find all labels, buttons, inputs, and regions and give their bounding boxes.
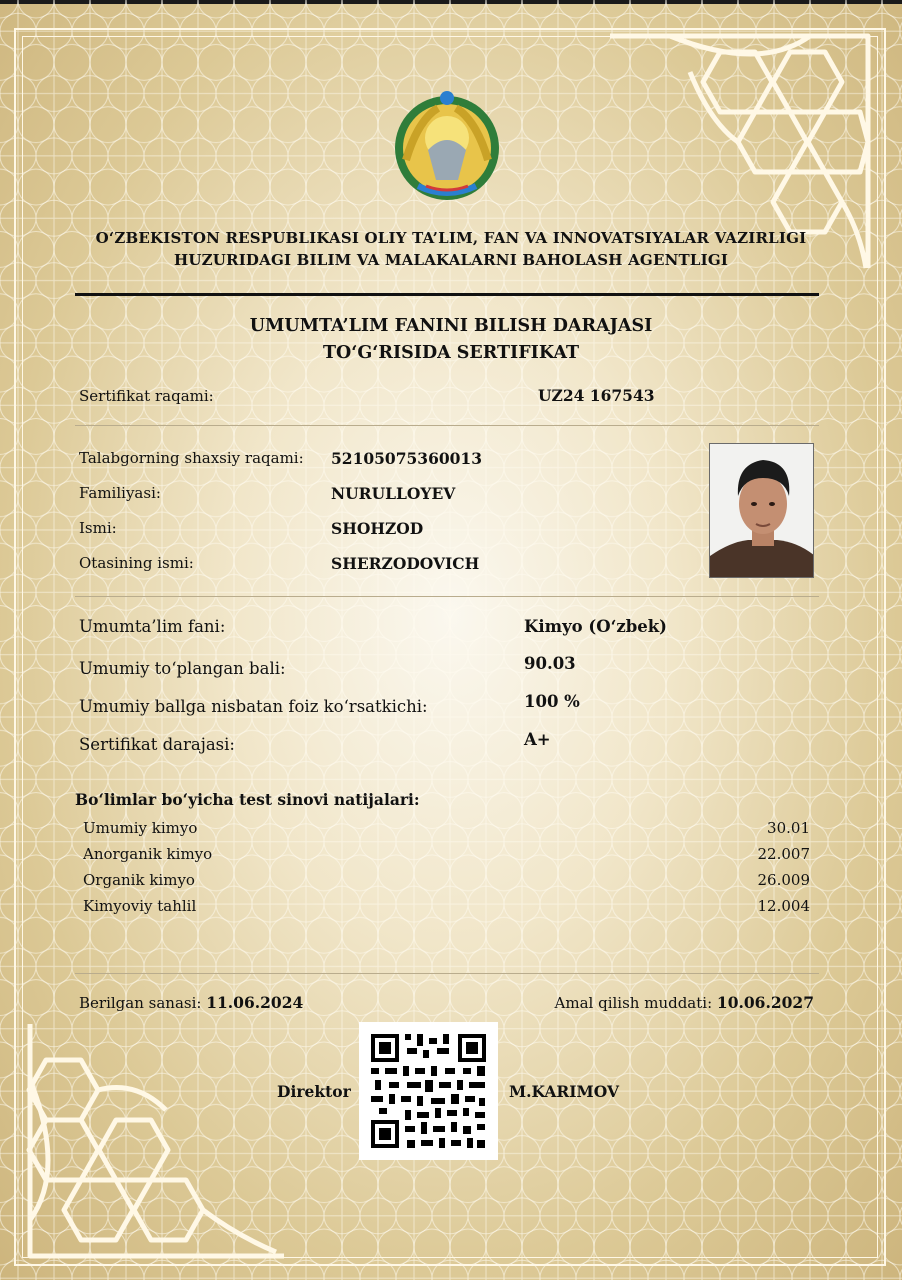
surname-label: Familiyasi: [79, 484, 161, 502]
certificate-level-label: Sertifikat darajasi: [79, 735, 235, 754]
issue-date-label: Berilgan sanasi: [79, 994, 202, 1012]
qr-code-icon[interactable] [359, 1022, 498, 1160]
percent-value: 100 % [524, 692, 580, 711]
section-score: 26.009 [757, 871, 810, 889]
surname-value: NURULLOYEV [331, 484, 456, 503]
subject-value: Kimyo (O‘zbek) [524, 617, 667, 636]
section-score: 12.004 [757, 897, 810, 915]
section-score: 22.007 [757, 845, 810, 863]
section-name: Umumiy kimyo [83, 819, 198, 837]
certificate-level-value: A+ [524, 730, 551, 749]
divider [75, 973, 819, 974]
sections-title: Bo‘limlar bo‘yicha test sinovi natijalari: [75, 790, 420, 809]
divider [75, 596, 819, 597]
patronymic-value: SHERZODOVICH [331, 554, 480, 573]
certificate-title-line-1: UMUMTA’LIM FANINI BILISH DARAJASI [249, 316, 653, 336]
director-name: M.KARIMOV [509, 1082, 619, 1101]
section-name: Organik kimyo [83, 871, 195, 889]
certificate-title-line-2: TO‘G‘RISIDA SERTIFIKAT [323, 343, 579, 363]
valid-until [555, 993, 814, 1012]
first-name-label: Ismi: [79, 519, 117, 537]
total-score-label: Umumiy to‘plangan bali: [79, 659, 286, 678]
issue-date-value: 11.06.2024 [206, 993, 304, 1012]
issue-date [79, 993, 303, 1012]
organization-line-2: HUZURIDAGI BILIM VA MALAKALARNI BAHOLASH AGENTLIGI [173, 251, 729, 269]
section-name: Anorganik kimyo [83, 845, 213, 863]
applicant-id-label: Talabgorning shaxsiy raqami: [79, 449, 304, 467]
valid-until-label: Amal qilish muddati: [554, 994, 713, 1012]
subject-label: Umumta’lim fani: [79, 617, 226, 636]
organization-line-1: O‘ZBEKISTON RESPUBLIKASI OLIY TA’LIM, FAN VA INNOVATSIYALAR VAZIRLIGI [95, 229, 807, 247]
applicant-photo [709, 443, 814, 578]
patronymic-label: Otasining ismi: [79, 554, 194, 572]
state-emblem-icon [388, 90, 506, 202]
certificate-number-value: UZ24 167543 [538, 386, 655, 405]
certificate-number-label: Sertifikat raqami: [79, 387, 214, 405]
total-score-value: 90.03 [524, 654, 576, 673]
section-score: 30.01 [767, 819, 810, 837]
section-name: Kimyoviy tahlil [83, 897, 197, 915]
applicant-id-value: 52105075360013 [331, 449, 482, 468]
corner-ornament-bottom-left [26, 1020, 288, 1260]
header-divider [75, 293, 819, 296]
valid-until-value: 10.06.2027 [716, 993, 814, 1012]
percent-label: Umumiy ballga nisbatan foiz ko‘rsatkichi: [79, 697, 428, 716]
first-name-value: SHOHZOD [331, 519, 424, 538]
divider [75, 425, 819, 426]
director-label: Direktor [277, 1082, 351, 1101]
